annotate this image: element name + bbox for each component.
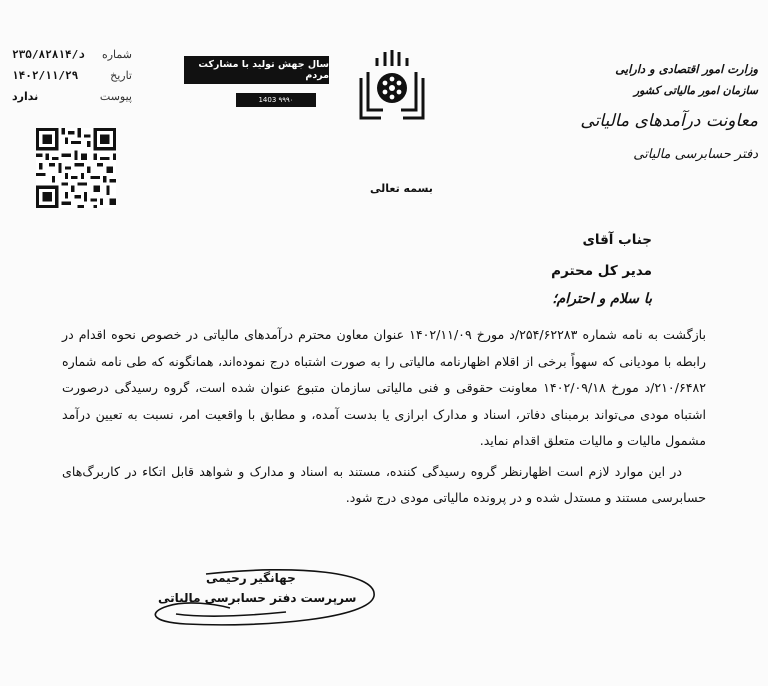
tax-organization-emblem-icon: [353, 48, 431, 126]
qr-code-icon: [36, 128, 116, 208]
letter-number-label: شماره: [101, 48, 132, 61]
body-paragraph: در این موارد لازم است اظهارنظر گروه رسیدگی کننده، مستند به اسناد و مدارک و شواهد قابل اتکاء در کاربرگ‌های حسابرسی مستند و مستدل شده و در پرونده مالیاتی مودی درج شود.: [62, 463, 706, 505]
basmala: بسمه تعالی: [370, 182, 433, 195]
slogan-banner-sub: 1403 ۹۹۹۰: [236, 93, 316, 107]
letter-date: ۱۴۰۲/۱۱/۲۹: [12, 69, 79, 82]
letter-date-label: تاریخ: [110, 69, 132, 82]
letter-date-row: [12, 65, 132, 86]
letter-attachment-label: پیوست: [99, 90, 132, 103]
signer-name: جهانگیر رحیمی: [206, 571, 296, 585]
letter-meta: [12, 44, 132, 107]
ministry-name: وزارت امور اقتصادی و دارایی: [615, 62, 758, 76]
letter-number-row: [12, 44, 132, 65]
body-paragraph: بازگشت به نامه شماره ۲۵۴/۶۲۲۸۳/د مورخ ۱۴۰۲/۱۱/۰۹ عنوان معاون محترم درآمدهای مالیاتی در خصوص نحوه اقدام در رابطه با مودیانی که سهواً برخی از اقلام اظهارنامه مالیاتی را به صورت اشتباه درج نموده‌اند، همانگونه که طی نامه شماره ۲۱۰/۶۴۸۲/د مورخ ۱۴۰۲/۰۹/۱۸ معاونت حقوقی و فنی مالیاتی سازمان متبوع عنوان شده است، گروه رسیدگی درصورت اشتباه مودی می‌تواند برمبنای دفاتر، اسناد و مدارک ابرازی یا بدست آمده، و مطابق با واقعیت امر، نسبت به تعیین درآمد مشمول مالیات و مالیات متعلق اقدام نماید.: [62, 327, 706, 448]
recipient-greeting: با سلام و احترام؛: [552, 291, 652, 307]
recipient-salutation: جناب آقای: [582, 232, 652, 248]
slogan-banner: سال جهش تولید با مشارکت مردم: [184, 56, 329, 84]
organization-name: سازمان امور مالیاتی کشور: [633, 84, 758, 97]
office-name: دفتر حسابرسی مالیاتی: [633, 147, 758, 162]
ministry-header: [498, 62, 758, 162]
letter-attachment-row: [12, 86, 132, 107]
signer-title: سرپرست دفتر حسابرسی مالیاتی: [158, 591, 357, 605]
recipient-title: مدیر کل محترم: [551, 263, 652, 279]
deputy-name: معاونت درآمدهای مالیاتی: [580, 111, 758, 131]
letter-number: د/۲۳۵/۸۲۸۱۴: [12, 48, 85, 61]
letter-attachment: ندارد: [12, 90, 39, 103]
letter-body: [62, 322, 706, 512]
